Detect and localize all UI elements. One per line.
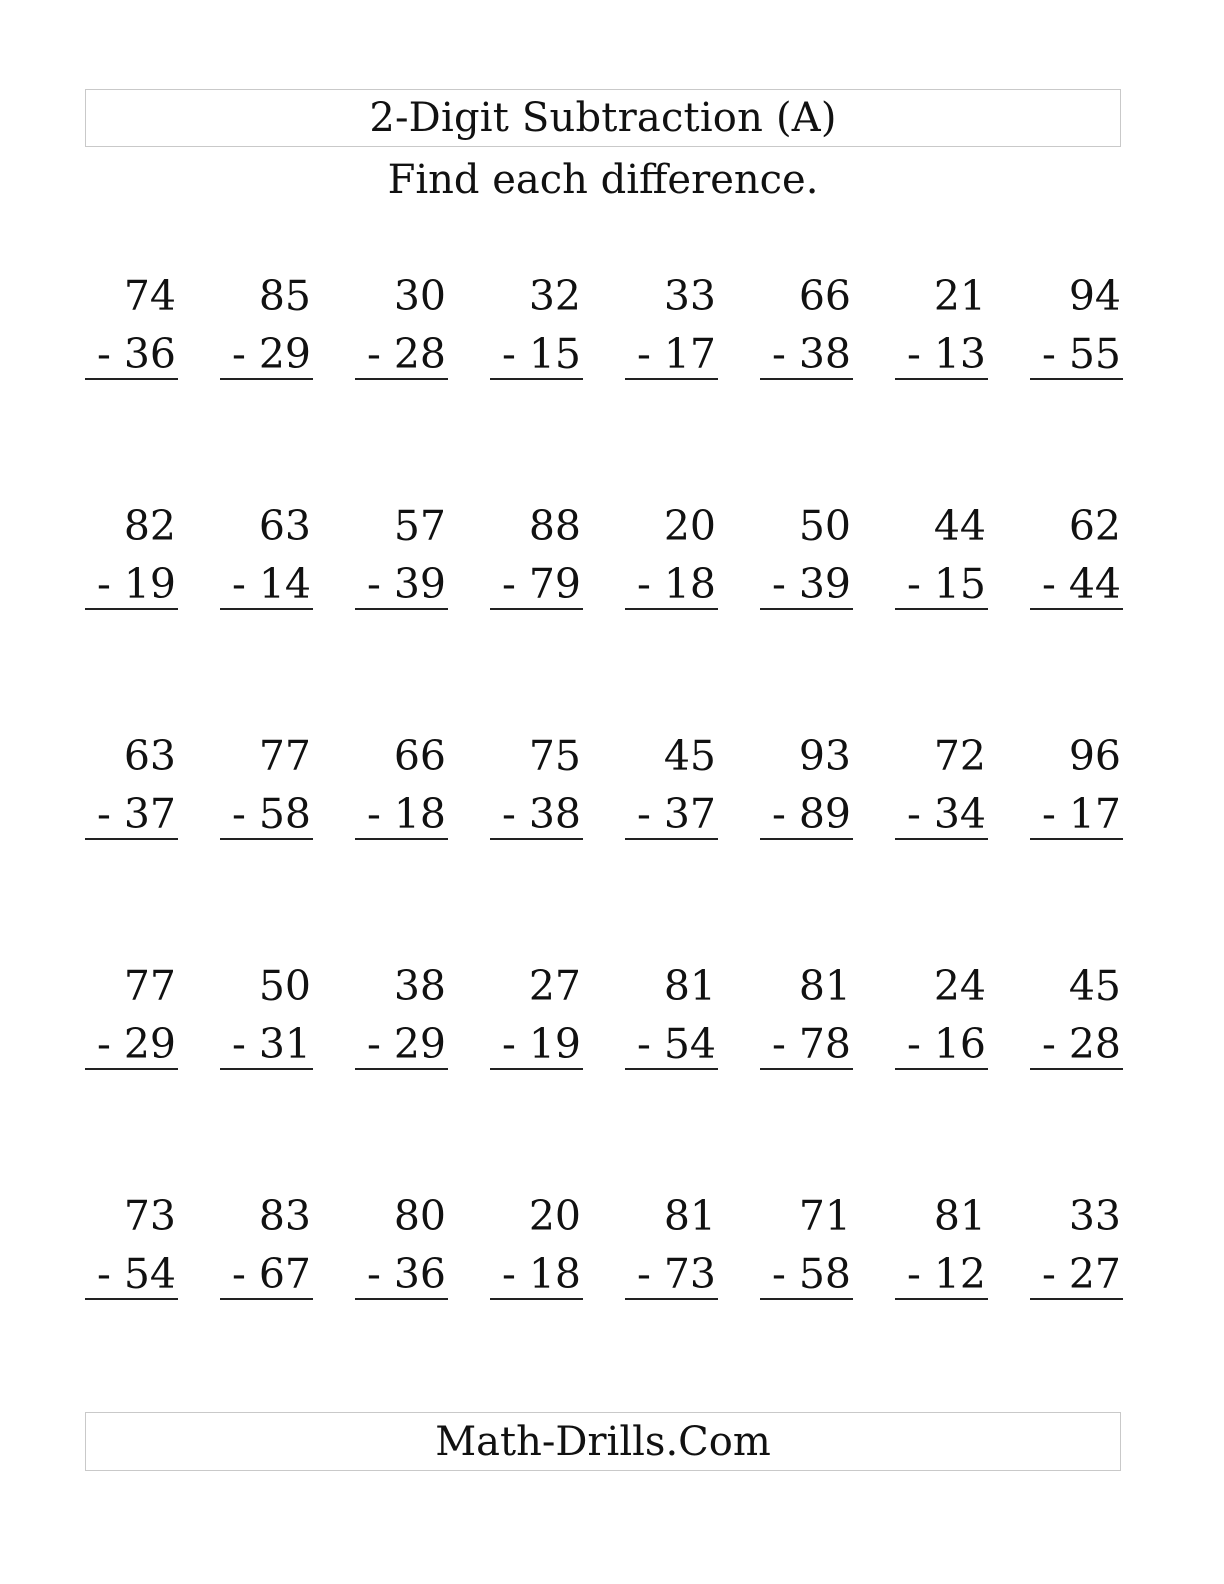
answer-line [490, 838, 583, 840]
minuend: 83 [258, 1192, 311, 1240]
subtrahend: - 78 [771, 1020, 851, 1068]
minuend: 45 [1068, 962, 1121, 1010]
answer-line [760, 378, 853, 380]
minuend: 63 [258, 502, 311, 550]
minuend: 77 [258, 732, 311, 780]
minuend: 30 [393, 272, 446, 320]
minuend: 80 [393, 1192, 446, 1240]
answer-line [355, 608, 448, 610]
subtrahend: - 79 [501, 560, 581, 608]
subtraction-problem [625, 1190, 718, 1302]
subtrahend: - 58 [231, 790, 311, 838]
subtrahend: - 36 [366, 1250, 446, 1298]
answer-line [220, 838, 313, 840]
minuend: 20 [528, 1192, 581, 1240]
answer-line [895, 608, 988, 610]
answer-line [1030, 838, 1123, 840]
worksheet-title: 2-Digit Subtraction (A) [369, 95, 837, 141]
minuend: 94 [1068, 272, 1121, 320]
answer-line [625, 378, 718, 380]
minuend: 88 [528, 502, 581, 550]
minuend: 71 [798, 1192, 851, 1240]
subtrahend: - 28 [1041, 1020, 1121, 1068]
subtrahend: - 28 [366, 330, 446, 378]
answer-line [760, 1298, 853, 1300]
minuend: 32 [528, 272, 581, 320]
answer-line [355, 378, 448, 380]
footer-site-name: Math-Drills.Com [435, 1418, 771, 1465]
problem-row [85, 1190, 1125, 1310]
subtraction-problem [85, 500, 178, 612]
subtraction-problem [220, 960, 313, 1072]
subtraction-problem [85, 960, 178, 1072]
minuend: 24 [933, 962, 986, 1010]
answer-line [760, 1068, 853, 1070]
subtrahend: - 18 [501, 1250, 581, 1298]
answer-line [625, 1068, 718, 1070]
subtraction-problem [490, 270, 583, 382]
subtrahend: - 38 [771, 330, 851, 378]
subtraction-problem [355, 730, 448, 842]
title-box [85, 89, 1121, 147]
subtraction-problem [1030, 730, 1123, 842]
answer-line [490, 608, 583, 610]
subtrahend: - 67 [231, 1250, 311, 1298]
answer-line [760, 608, 853, 610]
answer-line [895, 378, 988, 380]
answer-line [85, 1298, 178, 1300]
minuend: 33 [663, 272, 716, 320]
minuend: 72 [933, 732, 986, 780]
answer-line [895, 1298, 988, 1300]
subtraction-problem [220, 1190, 313, 1302]
subtrahend: - 14 [231, 560, 311, 608]
subtrahend: - 29 [96, 1020, 176, 1068]
answer-line [220, 1298, 313, 1300]
subtraction-problem [85, 730, 178, 842]
subtrahend: - 36 [96, 330, 176, 378]
subtrahend: - 54 [96, 1250, 176, 1298]
answer-line [355, 838, 448, 840]
answer-line [85, 378, 178, 380]
minuend: 81 [663, 1192, 716, 1240]
subtraction-problem [625, 500, 718, 612]
subtrahend: - 39 [771, 560, 851, 608]
minuend: 73 [123, 1192, 176, 1240]
subtraction-problem [1030, 1190, 1123, 1302]
footer-box [85, 1412, 1121, 1471]
subtrahend: - 37 [636, 790, 716, 838]
subtrahend: - 17 [1041, 790, 1121, 838]
subtraction-problem [625, 270, 718, 382]
answer-line [355, 1298, 448, 1300]
subtrahend: - 16 [906, 1020, 986, 1068]
answer-line [355, 1068, 448, 1070]
answer-line [220, 378, 313, 380]
answer-line [1030, 608, 1123, 610]
subtraction-problem [625, 730, 718, 842]
subtraction-problem [760, 960, 853, 1072]
minuend: 82 [123, 502, 176, 550]
subtraction-problem [760, 270, 853, 382]
subtrahend: - 17 [636, 330, 716, 378]
subtraction-problem [490, 500, 583, 612]
answer-line [625, 838, 718, 840]
subtrahend: - 37 [96, 790, 176, 838]
answer-line [85, 608, 178, 610]
subtraction-problem [895, 500, 988, 612]
subtraction-problem [85, 270, 178, 382]
minuend: 66 [393, 732, 446, 780]
subtraction-problem [760, 500, 853, 612]
minuend: 45 [663, 732, 716, 780]
subtraction-problem [895, 730, 988, 842]
subtrahend: - 18 [366, 790, 446, 838]
minuend: 50 [798, 502, 851, 550]
answer-line [85, 838, 178, 840]
subtrahend: - 29 [366, 1020, 446, 1068]
problem-row [85, 270, 1125, 390]
answer-line [220, 608, 313, 610]
subtraction-problem [355, 1190, 448, 1302]
subtraction-problem [355, 500, 448, 612]
minuend: 85 [258, 272, 311, 320]
subtraction-problem [895, 960, 988, 1072]
subtrahend: - 29 [231, 330, 311, 378]
subtrahend: - 12 [906, 1250, 986, 1298]
subtrahend: - 55 [1041, 330, 1121, 378]
subtraction-problem [1030, 500, 1123, 612]
minuend: 93 [798, 732, 851, 780]
minuend: 27 [528, 962, 581, 1010]
answer-line [760, 838, 853, 840]
subtrahend: - 89 [771, 790, 851, 838]
subtrahend: - 58 [771, 1250, 851, 1298]
minuend: 74 [123, 272, 176, 320]
subtrahend: - 27 [1041, 1250, 1121, 1298]
subtraction-problem [220, 270, 313, 382]
subtraction-problem [895, 270, 988, 382]
subtraction-problem [1030, 270, 1123, 382]
minuend: 57 [393, 502, 446, 550]
subtrahend: - 15 [501, 330, 581, 378]
subtrahend: - 19 [96, 560, 176, 608]
answer-line [625, 608, 718, 610]
subtrahend: - 54 [636, 1020, 716, 1068]
subtraction-problem [625, 960, 718, 1072]
minuend: 38 [393, 962, 446, 1010]
subtrahend: - 13 [906, 330, 986, 378]
answer-line [1030, 1068, 1123, 1070]
minuend: 77 [123, 962, 176, 1010]
subtraction-problem [490, 1190, 583, 1302]
answer-line [895, 1068, 988, 1070]
subtrahend: - 38 [501, 790, 581, 838]
subtraction-problem [895, 1190, 988, 1302]
minuend: 96 [1068, 732, 1121, 780]
subtraction-problem [1030, 960, 1123, 1072]
answer-line [490, 1298, 583, 1300]
minuend: 20 [663, 502, 716, 550]
instructions: Find each difference. [387, 157, 819, 203]
minuend: 33 [1068, 1192, 1121, 1240]
minuend: 50 [258, 962, 311, 1010]
subtrahend: - 73 [636, 1250, 716, 1298]
minuend: 62 [1068, 502, 1121, 550]
minuend: 81 [798, 962, 851, 1010]
subtraction-problem [355, 270, 448, 382]
answer-line [1030, 378, 1123, 380]
answer-line [85, 1068, 178, 1070]
answer-line [1030, 1298, 1123, 1300]
answer-line [490, 378, 583, 380]
minuend: 75 [528, 732, 581, 780]
minuend: 63 [123, 732, 176, 780]
minuend: 44 [933, 502, 986, 550]
minuend: 21 [933, 272, 986, 320]
subtraction-problem [220, 500, 313, 612]
problem-row [85, 730, 1125, 850]
subtraction-problem [220, 730, 313, 842]
answer-line [490, 1068, 583, 1070]
subtrahend: - 44 [1041, 560, 1121, 608]
subtrahend: - 34 [906, 790, 986, 838]
minuend: 81 [933, 1192, 986, 1240]
subtraction-problem [760, 1190, 853, 1302]
problem-row [85, 960, 1125, 1080]
answer-line [625, 1298, 718, 1300]
subtrahend: - 19 [501, 1020, 581, 1068]
subtraction-problem [760, 730, 853, 842]
minuend: 81 [663, 962, 716, 1010]
subtrahend: - 39 [366, 560, 446, 608]
subtraction-problem [85, 1190, 178, 1302]
minuend: 66 [798, 272, 851, 320]
subtraction-problem [490, 730, 583, 842]
subtraction-problem [490, 960, 583, 1072]
subtrahend: - 15 [906, 560, 986, 608]
subtrahend: - 31 [231, 1020, 311, 1068]
subtraction-problem [355, 960, 448, 1072]
answer-line [895, 838, 988, 840]
problem-row [85, 500, 1125, 620]
answer-line [220, 1068, 313, 1070]
subtrahend: - 18 [636, 560, 716, 608]
